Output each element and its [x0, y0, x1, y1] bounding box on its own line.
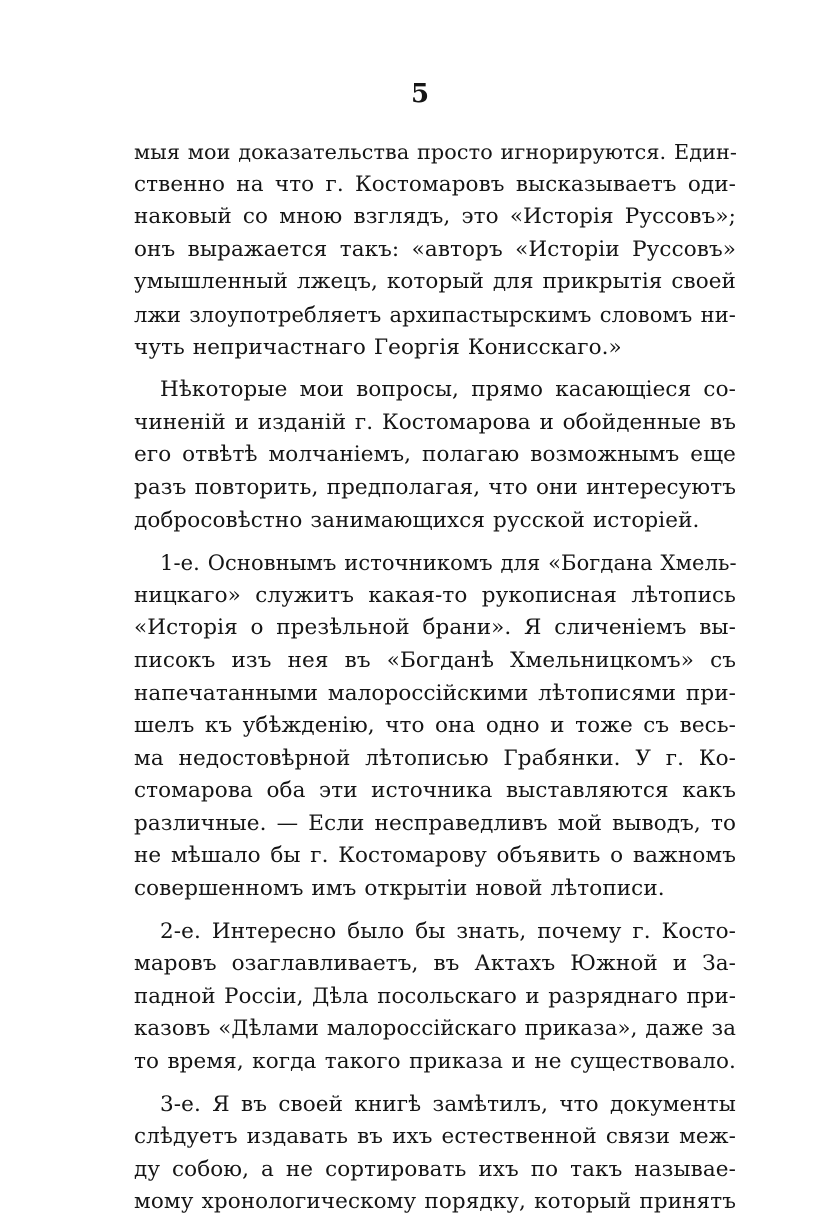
text-line: напечатанными малороссійскими лѣтописями при- — [134, 680, 736, 706]
paragraph-questions-intro — [134, 374, 736, 537]
text-line: казовъ «Дѣлами малороссійскаго приказа», даже за — [134, 1016, 736, 1042]
text-line: писокъ изъ нея въ «Богданѣ Хмельницкомъ» съ — [134, 647, 736, 673]
text-line: чуть непричастнаго Георгія Конисскаго.» — [134, 334, 622, 360]
text-line: ственно на что г. Костомаровъ высказываетъ оди- — [134, 171, 736, 197]
text-line: шелъ къ убѣжденію, что она одно и тоже съ весь- — [134, 713, 736, 739]
text-line: чиненій и изданій г. Костомарова и обойденные въ — [134, 409, 736, 435]
text-line: 2-е. Интересно было бы знать, почему г. Косто- — [160, 918, 736, 944]
paragraph-question-3 — [134, 1089, 736, 1219]
text-line: онъ выражается такъ: «авторъ «Исторіи Руссовъ» — [134, 236, 736, 262]
paragraph-question-1 — [134, 547, 736, 906]
text-line: ницкаго» служитъ какая-то рукописная лѣтопись — [134, 582, 736, 608]
text-line: мому хронологическому порядку, который принятъ — [134, 1189, 736, 1215]
text-line: совершенномъ имъ открытіи новой лѣтописи. — [134, 876, 665, 902]
text-line: 3-е. Я въ своей книгѣ замѣтилъ, что документы — [160, 1091, 736, 1117]
text-line: не мѣшало бы г. Костомарову объявить о важномъ — [134, 843, 736, 869]
page-number: 5 — [410, 79, 430, 109]
text-line: падной Россіи, Дѣла посольскаго и разряднаго при- — [134, 983, 736, 1009]
paragraph-continuation — [134, 136, 736, 364]
text-line: умышленный лжецъ, который для прикрытія своей — [134, 269, 736, 295]
text-line: мыя мои доказательства просто игнорируются. Един- — [134, 140, 738, 164]
text-line: 1-е. Основнымъ источникомъ для «Богдана Хмель- — [160, 551, 737, 576]
text-line: ма недостовѣрной лѣтописью Грабянки. У г. Ко- — [134, 745, 736, 771]
paragraph-question-2 — [134, 916, 736, 1079]
body-text — [134, 136, 736, 1219]
text-line: стомарова оба эти источника выставляются какъ — [134, 778, 736, 804]
text-line: маровъ озаглавливаетъ, въ Актахъ Южной и За- — [134, 951, 736, 977]
text-line: добросовѣстно занимающихся русской исторіей. — [134, 507, 700, 533]
text-line: Нѣкоторые мои вопросы, прямо касающіеся со- — [160, 377, 736, 403]
text-line: слѣдуетъ издавать въ ихъ естественной связи меж- — [134, 1124, 736, 1150]
text-line: лжи злоупотребляетъ архипастырскимъ словомъ ни- — [134, 302, 736, 327]
text-line: «Исторія о презѣльной брани». Я сличеніемъ вы- — [134, 615, 736, 641]
text-line: наковый со мною взглядъ, это «Исторія Руссовъ»; — [134, 204, 736, 230]
text-line: разъ повторить, предполагая, что они интересуютъ — [134, 474, 736, 500]
text-line: различные. — Если несправедливъ мой выводъ, то — [134, 810, 736, 836]
text-line: ду собою, а не сортировать ихъ по такъ называе- — [134, 1156, 736, 1182]
text-line: то время, когда такого приказа и не существовало. — [134, 1049, 736, 1075]
text-line: его отвѣтѣ молчаніемъ, полагаю возможнымъ еще — [134, 442, 736, 468]
